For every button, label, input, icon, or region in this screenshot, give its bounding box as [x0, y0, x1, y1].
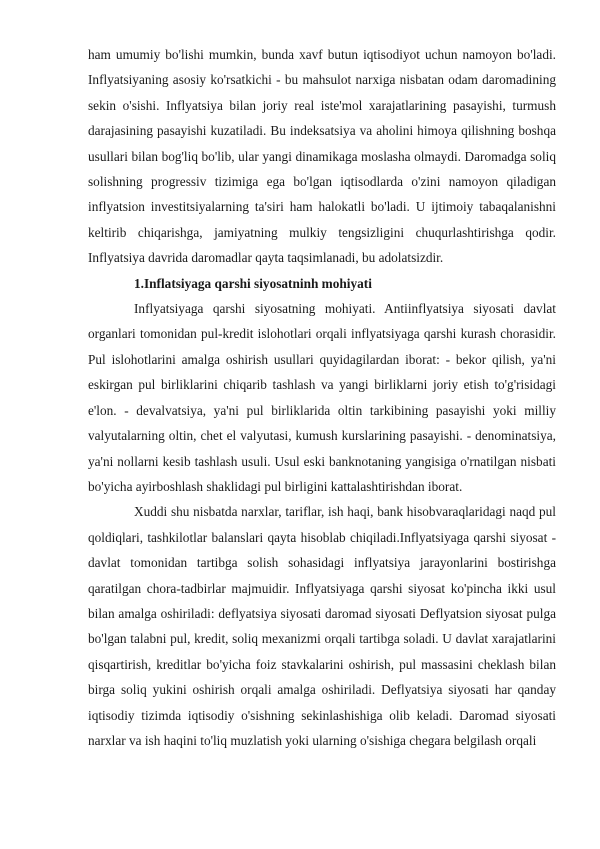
paragraph-policy: Xuddi shu nisbatda narxlar, tariflar, ish haqi, bank hisobvaraqlaridagi naqd pul qoldiqlari, tashkilotlar balanslari qayta hisoblab chiqiladi.Inflyatsiyaga qarshi siyosat - davlat tomonidan tartibga solish sohasidagi inflyatsiya jarayonlarini bostirishga qaratilgan chora-tadbirlar majmuidir. Inflyatsiyaga qarshi siyosat ko'pincha ikki usul bilan amalga oshiriladi: deflyatsiya siyosati daromad siyosati Deflyatsion siyosat pulga bo'lgan talabni pul, kredit, soliq mexanizmi orqali tartibga soladi. U davlat xarajatlarini qisqartirish, kreditlar bo'yicha foiz stavkalarini oshirish, pul massasini cheklash bilan birga soliq yukini oshirish orqali amalga oshiriladi. Deflyatsiya siyosati har qanday iqtisodiy tizimda iqtisodiy o'sishning sekinlashishiga olib keladi. Daromad siyosati narxlar va ish haqini to'liq muzlatish yoki ularning o'sishiga chegara belgilash orqali [88, 504, 556, 748]
section-heading: 1.Inflatsiyaga qarshi siyosatninh mohiyati [134, 275, 372, 291]
paragraph-continuation: ham umumiy bo'lishi mumkin, bunda xavf butun iqtisodiyot uchun namoyon bo'ladi. Inflyatsiyaning asosiy ko'rsatkichi - bu mahsulot narxiga nisbatan odam daromadining sekin o'sishi. Inflyatsiya bilan joriy real iste'mol xarajatlarining pasayishi, turmush darajasining pasayishi kuzatiladi. Bu indeksatsiya va aholini himoya qilishning boshqa usullari bilan bog'liq bo'lib, ular yangi dinamikaga moslasha olmaydi. Daromadga soliq solishning progressiv tizimiga ega bo'lgan iqtisodlarda o'zini namoyon qiladigan inflyatsion investitsiyalarning ta'siri ham halokatli bo'ladi. U ijtimoiy tabaqalanishni keltirib chiqarishga, jamiyatning mulkiy tengsizligini chuqurlashtirishga qodir. Inflyatsiya davrida daromadlar qayta taqsimlanadi, bu adolatsizdir. [88, 47, 556, 266]
paragraph-essence: Inflyatsiyaga qarshi siyosatning mohiyati. Antiinflyatsiya siyosati davlat organlari tomonidan pul-kredit islohotlari orqali inflyatsiyaga qarshi kurash chorasidir. Pul islohotlarini amalga oshirish usullari quyidagilardan iborat: - bekor qilish, ya'ni eskirgan pul birliklarini chiqarib tashlash va yangi birliklarni joriy etish to'g'risidagi e'lon. - devalvatsiya, ya'ni pul birliklarida oltin tarkibining pasayishi yoki milliy valyutalarning oltin, chet el valyutasi, kumush kurslarining pasayishi. - denominatsiya, ya'ni nollarni kesib tashlash usuli. Usul eski banknotaning yangisiga o'rnatilgan nisbati bo'yicha ayirboshlash shaklidagi pul birligini kattalashtirishdan iborat. [88, 301, 556, 494]
